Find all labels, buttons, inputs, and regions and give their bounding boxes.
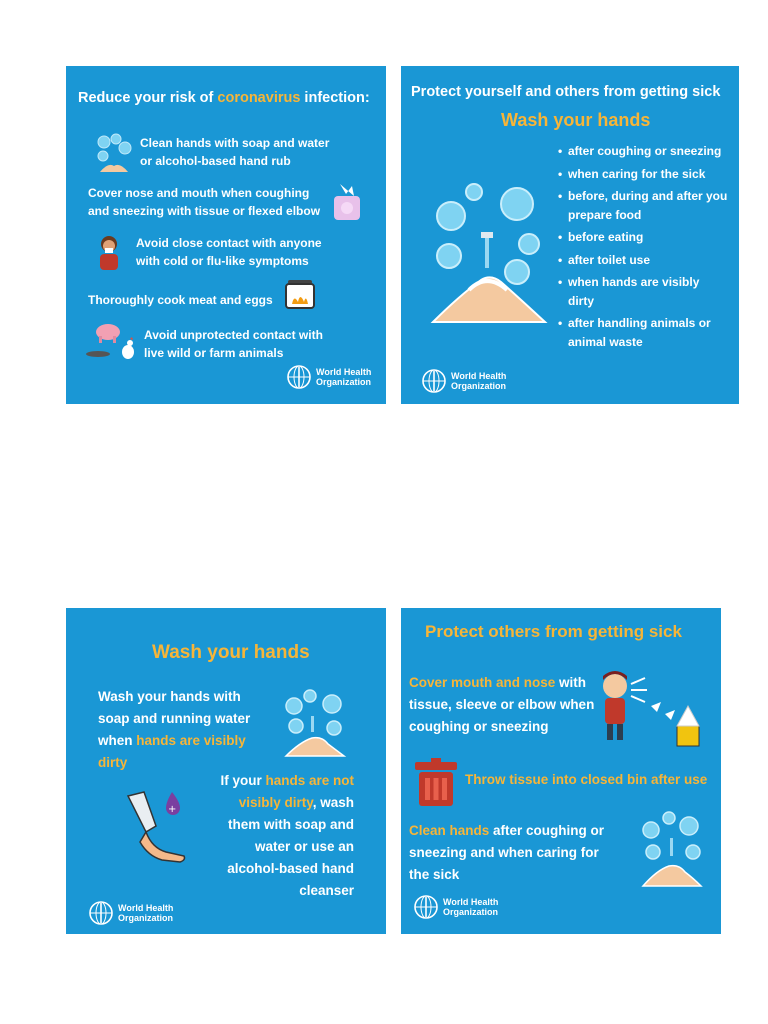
card4-p1-text: with tissue, sleeve or elbow when coughing or sneezing — [409, 675, 595, 734]
card3-p1-text: Wash your hands with soap and running water when — [98, 689, 251, 748]
card3-p2-highlight: hands are not visibly dirty — [238, 773, 354, 810]
card1-item-3: Avoid close contact with anyone with cold or flu-like symptoms — [136, 236, 322, 268]
card1-item-1: Clean hands with soap and water or alcohol-based hand rub — [140, 136, 330, 168]
card-wash-your-hands-when — [401, 66, 739, 404]
card-reduce-risk — [66, 66, 386, 404]
card3-title: Wash your hands — [152, 642, 310, 663]
sick-person-icon — [96, 234, 122, 272]
card4-title: Protect others from getting sick — [425, 622, 682, 641]
handwash-icon — [429, 176, 549, 326]
who-logo-text: World Health Organization — [443, 897, 499, 917]
card2-title: Protect yourself and others from getting sick — [411, 84, 721, 100]
who-logo-text: World Health Organization — [316, 367, 372, 387]
sneezing-person-icon — [597, 666, 709, 752]
cooking-pot-icon — [282, 276, 318, 312]
card4-p1-highlight: Cover mouth and nose — [409, 675, 556, 690]
card4-p3-highlight: Clean hands — [409, 823, 490, 838]
who-emblem-icon — [88, 900, 114, 926]
list-item: • when caring for the sick — [558, 165, 728, 184]
who-logo — [421, 368, 506, 394]
who-logo-text: World Health Organization — [118, 903, 174, 923]
handwash-icon — [282, 688, 348, 758]
card4-p3-text: after coughing or sneezing and when caring for the sick — [409, 823, 605, 882]
card1-item-4: Thoroughly cook meat and eggs — [88, 293, 273, 307]
who-emblem-icon — [421, 368, 447, 394]
card3-p2-pre: If your — [220, 773, 266, 788]
card3-paragraph-1 — [98, 686, 268, 774]
list-item: • after toilet use — [558, 251, 728, 270]
list-item: • before, during and after you prepare food — [558, 187, 728, 224]
tissue-box-icon — [332, 182, 362, 222]
handwash-icon — [639, 808, 705, 888]
card1-item-2: Cover nose and mouth when coughing and sneezing with tissue or flexed elbow — [88, 186, 321, 218]
card2-subtitle: Wash your hands — [501, 110, 651, 130]
card-wash-hands-instructions — [66, 608, 386, 934]
card4-paragraph-3 — [409, 820, 619, 886]
who-emblem-icon — [413, 894, 439, 920]
list-item: • after handling animals or animal waste — [558, 314, 728, 351]
trash-bin-icon — [413, 758, 459, 808]
who-emblem-icon — [286, 364, 312, 390]
who-logo — [286, 364, 371, 390]
card3-paragraph-2 — [204, 770, 354, 902]
card1-title — [78, 90, 378, 106]
svg-text:+: + — [168, 804, 177, 815]
list-item: • when hands are visibly dirty — [558, 273, 728, 310]
list-item: • after coughing or sneezing — [558, 142, 728, 161]
card4-paragraph-1 — [409, 672, 605, 738]
card1-title-post: infection: — [300, 90, 370, 106]
who-logo — [88, 900, 173, 926]
who-logo-text: World Health Organization — [451, 371, 507, 391]
farm-animals-icon — [84, 318, 140, 366]
card1-title-pre: Reduce your risk of — [78, 90, 218, 106]
card1-title-highlight: coronavirus — [217, 90, 301, 106]
who-logo — [413, 894, 498, 920]
card4-paragraph-2: Throw tissue into closed bin after use — [465, 772, 708, 787]
soap-bubbles-icon — [94, 132, 134, 176]
card3-p2-post: , wash them with soap and water or use an alcohol-based hand cleanser — [227, 795, 354, 898]
sanitizer-hand-icon — [122, 786, 194, 870]
list-item: • before eating — [558, 228, 728, 247]
card1-item-5: Avoid unprotected contact with live wild or farm animals — [144, 328, 323, 360]
card3-p1-highlight: hands are visibly dirty — [98, 733, 246, 770]
card-protect-others — [401, 608, 721, 934]
card2-bullet-list — [558, 142, 728, 355]
